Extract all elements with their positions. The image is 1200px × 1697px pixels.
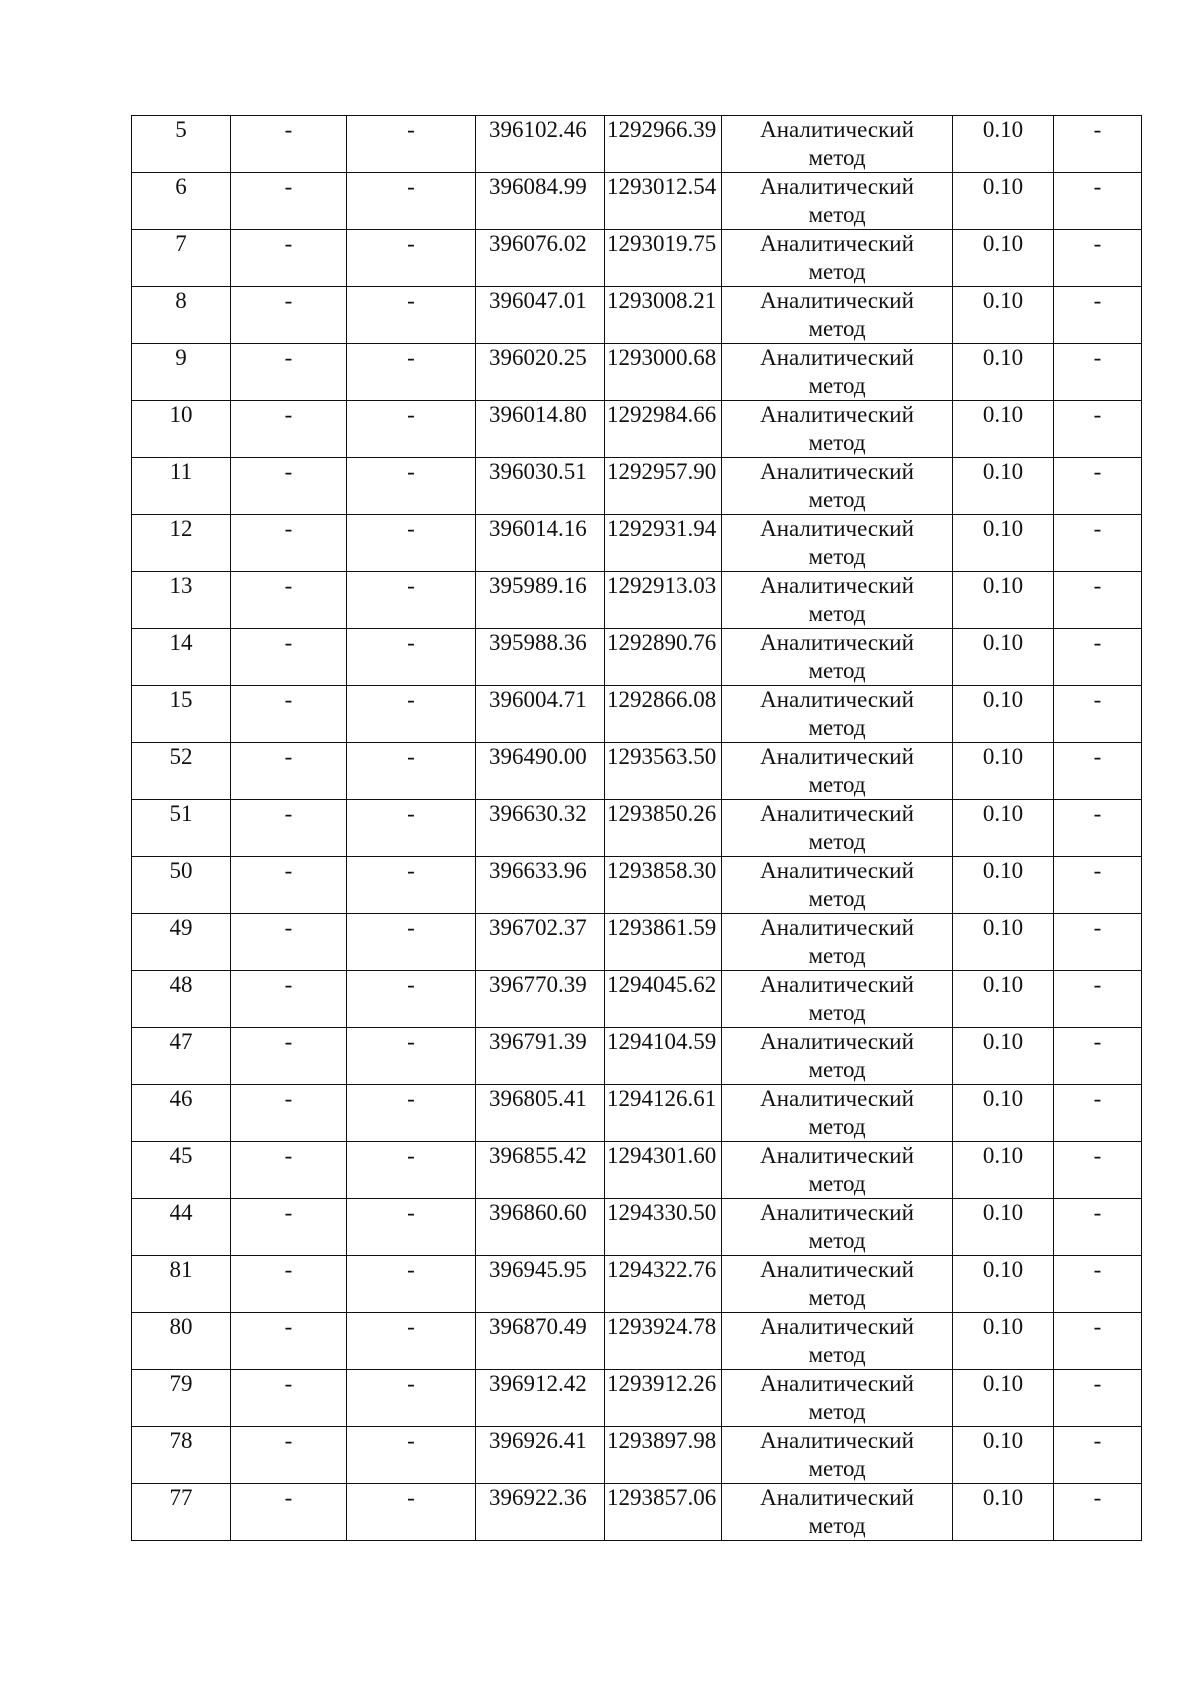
empty-dash-cell: - — [347, 971, 476, 1028]
empty-dash-cell: - — [231, 1199, 347, 1256]
accuracy-cell: 0.10 — [953, 1199, 1054, 1256]
empty-dash-cell: - — [231, 686, 347, 743]
point-number-cell: 81 — [132, 1256, 231, 1313]
method-line-1: Аналитический — [760, 573, 914, 598]
y-coordinate-cell: 1293924.78 — [605, 1313, 722, 1370]
method-line-2: метод — [808, 1456, 866, 1481]
table-row — [132, 173, 1142, 230]
accuracy-cell: 0.10 — [953, 287, 1054, 344]
method-line-1: Аналитический — [760, 1200, 914, 1225]
x-coordinate-cell: 396945.95 — [476, 1256, 605, 1313]
point-number-cell: 13 — [132, 572, 231, 629]
point-number-cell: 9 — [132, 344, 231, 401]
table-body — [132, 116, 1142, 1541]
y-coordinate-cell: 1292890.76 — [605, 629, 722, 686]
method-line-1: Аналитический — [760, 174, 914, 199]
table-row — [132, 971, 1142, 1028]
x-coordinate-cell: 396870.49 — [476, 1313, 605, 1370]
empty-dash-cell: - — [1054, 1370, 1142, 1427]
method-line-2: метод — [808, 886, 866, 911]
y-coordinate-cell: 1293858.30 — [605, 857, 722, 914]
method-line-1: Аналитический — [760, 1143, 914, 1168]
method-line-2: метод — [808, 829, 866, 854]
accuracy-cell: 0.10 — [953, 515, 1054, 572]
x-coordinate-cell: 396014.16 — [476, 515, 605, 572]
table-row — [132, 344, 1142, 401]
x-coordinate-cell: 396014.80 — [476, 401, 605, 458]
method-line-1: Аналитический — [760, 915, 914, 940]
empty-dash-cell: - — [231, 629, 347, 686]
table-row — [132, 1199, 1142, 1256]
empty-dash-cell: - — [347, 1256, 476, 1313]
point-number-cell: 49 — [132, 914, 231, 971]
table-row — [132, 1484, 1142, 1541]
accuracy-cell: 0.10 — [953, 1427, 1054, 1484]
empty-dash-cell: - — [1054, 1199, 1142, 1256]
method-cell — [722, 1313, 953, 1370]
table-row — [132, 458, 1142, 515]
method-line-2: метод — [808, 1228, 866, 1253]
point-number-cell: 47 — [132, 1028, 231, 1085]
empty-dash-cell: - — [231, 1085, 347, 1142]
accuracy-cell: 0.10 — [953, 1256, 1054, 1313]
method-cell — [722, 1370, 953, 1427]
y-coordinate-cell: 1292984.66 — [605, 401, 722, 458]
empty-dash-cell: - — [347, 857, 476, 914]
y-coordinate-cell: 1293008.21 — [605, 287, 722, 344]
empty-dash-cell: - — [347, 800, 476, 857]
y-coordinate-cell: 1293897.98 — [605, 1427, 722, 1484]
y-coordinate-cell: 1292931.94 — [605, 515, 722, 572]
method-line-1: Аналитический — [760, 1029, 914, 1054]
empty-dash-cell: - — [347, 230, 476, 287]
accuracy-cell: 0.10 — [953, 1370, 1054, 1427]
method-line-2: метод — [808, 145, 866, 170]
x-coordinate-cell: 396004.71 — [476, 686, 605, 743]
empty-dash-cell: - — [347, 458, 476, 515]
method-line-1: Аналитический — [760, 1371, 914, 1396]
empty-dash-cell: - — [231, 1370, 347, 1427]
method-line-1: Аналитический — [760, 288, 914, 313]
accuracy-cell: 0.10 — [953, 914, 1054, 971]
point-number-cell: 7 — [132, 230, 231, 287]
method-line-2: метод — [808, 487, 866, 512]
method-cell — [722, 629, 953, 686]
method-line-2: метод — [808, 202, 866, 227]
empty-dash-cell: - — [231, 914, 347, 971]
method-line-2: метод — [808, 772, 866, 797]
empty-dash-cell: - — [231, 230, 347, 287]
empty-dash-cell: - — [1054, 1085, 1142, 1142]
empty-dash-cell: - — [347, 1484, 476, 1541]
method-line-2: метод — [808, 316, 866, 341]
y-coordinate-cell: 1293563.50 — [605, 743, 722, 800]
method-cell — [722, 1028, 953, 1085]
method-cell — [722, 401, 953, 458]
x-coordinate-cell: 396047.01 — [476, 287, 605, 344]
y-coordinate-cell: 1292957.90 — [605, 458, 722, 515]
method-cell — [722, 914, 953, 971]
empty-dash-cell: - — [347, 743, 476, 800]
empty-dash-cell: - — [1054, 857, 1142, 914]
accuracy-cell: 0.10 — [953, 1484, 1054, 1541]
y-coordinate-cell: 1294322.76 — [605, 1256, 722, 1313]
method-line-2: метод — [808, 715, 866, 740]
table-row — [132, 1313, 1142, 1370]
method-cell — [722, 173, 953, 230]
empty-dash-cell: - — [347, 1028, 476, 1085]
method-line-1: Аналитический — [760, 801, 914, 826]
empty-dash-cell: - — [347, 116, 476, 173]
empty-dash-cell: - — [231, 287, 347, 344]
table-row — [132, 230, 1142, 287]
accuracy-cell: 0.10 — [953, 743, 1054, 800]
empty-dash-cell: - — [1054, 1484, 1142, 1541]
point-number-cell: 80 — [132, 1313, 231, 1370]
method-cell — [722, 515, 953, 572]
point-number-cell: 48 — [132, 971, 231, 1028]
table-row — [132, 572, 1142, 629]
method-line-2: метод — [808, 259, 866, 284]
method-cell — [722, 1142, 953, 1199]
method-line-2: метод — [808, 658, 866, 683]
method-cell — [722, 743, 953, 800]
method-line-1: Аналитический — [760, 1086, 914, 1111]
method-line-1: Аналитический — [760, 744, 914, 769]
x-coordinate-cell: 396102.46 — [476, 116, 605, 173]
method-cell — [722, 572, 953, 629]
accuracy-cell: 0.10 — [953, 173, 1054, 230]
empty-dash-cell: - — [231, 1028, 347, 1085]
table-row — [132, 1256, 1142, 1313]
empty-dash-cell: - — [1054, 1313, 1142, 1370]
point-number-cell: 45 — [132, 1142, 231, 1199]
x-coordinate-cell: 396084.99 — [476, 173, 605, 230]
accuracy-cell: 0.10 — [953, 686, 1054, 743]
method-line-2: метод — [808, 544, 866, 569]
y-coordinate-cell: 1293019.75 — [605, 230, 722, 287]
method-line-2: метод — [808, 1513, 866, 1538]
table-row — [132, 857, 1142, 914]
empty-dash-cell: - — [231, 857, 347, 914]
empty-dash-cell: - — [231, 800, 347, 857]
method-line-2: метод — [808, 1285, 866, 1310]
y-coordinate-cell: 1293850.26 — [605, 800, 722, 857]
table-row — [132, 1142, 1142, 1199]
method-line-1: Аналитический — [760, 1428, 914, 1453]
empty-dash-cell: - — [347, 1199, 476, 1256]
point-number-cell: 46 — [132, 1085, 231, 1142]
table-row — [132, 515, 1142, 572]
empty-dash-cell: - — [231, 458, 347, 515]
point-number-cell: 8 — [132, 287, 231, 344]
empty-dash-cell: - — [347, 1427, 476, 1484]
empty-dash-cell: - — [1054, 800, 1142, 857]
method-cell — [722, 116, 953, 173]
table-row — [132, 1028, 1142, 1085]
empty-dash-cell: - — [231, 344, 347, 401]
accuracy-cell: 0.10 — [953, 1028, 1054, 1085]
empty-dash-cell: - — [231, 401, 347, 458]
point-number-cell: 51 — [132, 800, 231, 857]
point-number-cell: 52 — [132, 743, 231, 800]
method-line-1: Аналитический — [760, 1485, 914, 1510]
table-row — [132, 1085, 1142, 1142]
table-row — [132, 686, 1142, 743]
table-row — [132, 914, 1142, 971]
empty-dash-cell: - — [347, 287, 476, 344]
point-number-cell: 15 — [132, 686, 231, 743]
method-line-2: метод — [808, 1342, 866, 1367]
x-coordinate-cell: 396030.51 — [476, 458, 605, 515]
accuracy-cell: 0.10 — [953, 344, 1054, 401]
y-coordinate-cell: 1293857.06 — [605, 1484, 722, 1541]
empty-dash-cell: - — [1054, 458, 1142, 515]
accuracy-cell: 0.10 — [953, 1313, 1054, 1370]
point-number-cell: 79 — [132, 1370, 231, 1427]
empty-dash-cell: - — [1054, 401, 1142, 458]
empty-dash-cell: - — [1054, 743, 1142, 800]
accuracy-cell: 0.10 — [953, 116, 1054, 173]
y-coordinate-cell: 1292966.39 — [605, 116, 722, 173]
method-line-2: метод — [808, 1171, 866, 1196]
y-coordinate-cell: 1293861.59 — [605, 914, 722, 971]
table-row — [132, 629, 1142, 686]
table-row — [132, 743, 1142, 800]
y-coordinate-cell: 1293912.26 — [605, 1370, 722, 1427]
x-coordinate-cell: 396702.37 — [476, 914, 605, 971]
empty-dash-cell: - — [1054, 515, 1142, 572]
method-line-2: метод — [808, 943, 866, 968]
method-cell — [722, 1199, 953, 1256]
empty-dash-cell: - — [1054, 1028, 1142, 1085]
accuracy-cell: 0.10 — [953, 230, 1054, 287]
method-line-2: метод — [808, 601, 866, 626]
method-line-2: метод — [808, 1114, 866, 1139]
method-line-1: Аналитический — [760, 972, 914, 997]
empty-dash-cell: - — [1054, 572, 1142, 629]
y-coordinate-cell: 1293012.54 — [605, 173, 722, 230]
empty-dash-cell: - — [347, 1142, 476, 1199]
empty-dash-cell: - — [347, 515, 476, 572]
empty-dash-cell: - — [347, 1313, 476, 1370]
empty-dash-cell: - — [1054, 914, 1142, 971]
point-number-cell: 11 — [132, 458, 231, 515]
x-coordinate-cell: 396926.41 — [476, 1427, 605, 1484]
method-line-1: Аналитический — [760, 516, 914, 541]
coordinates-table — [131, 115, 1142, 1541]
method-line-2: метод — [808, 430, 866, 455]
point-number-cell: 5 — [132, 116, 231, 173]
method-line-1: Аналитический — [760, 117, 914, 142]
x-coordinate-cell: 396922.36 — [476, 1484, 605, 1541]
point-number-cell: 78 — [132, 1427, 231, 1484]
empty-dash-cell: - — [347, 572, 476, 629]
y-coordinate-cell: 1292866.08 — [605, 686, 722, 743]
empty-dash-cell: - — [1054, 1427, 1142, 1484]
empty-dash-cell: - — [347, 173, 476, 230]
accuracy-cell: 0.10 — [953, 1085, 1054, 1142]
table-row — [132, 800, 1142, 857]
empty-dash-cell: - — [1054, 971, 1142, 1028]
empty-dash-cell: - — [1054, 116, 1142, 173]
method-line-1: Аналитический — [760, 1314, 914, 1339]
method-cell — [722, 1085, 953, 1142]
y-coordinate-cell: 1294301.60 — [605, 1142, 722, 1199]
empty-dash-cell: - — [1054, 344, 1142, 401]
method-line-2: метод — [808, 1399, 866, 1424]
accuracy-cell: 0.10 — [953, 629, 1054, 686]
method-cell — [722, 458, 953, 515]
method-cell — [722, 971, 953, 1028]
point-number-cell: 14 — [132, 629, 231, 686]
point-number-cell: 12 — [132, 515, 231, 572]
x-coordinate-cell: 396633.96 — [476, 857, 605, 914]
accuracy-cell: 0.10 — [953, 857, 1054, 914]
method-line-2: метод — [808, 1000, 866, 1025]
y-coordinate-cell: 1294330.50 — [605, 1199, 722, 1256]
empty-dash-cell: - — [1054, 173, 1142, 230]
empty-dash-cell: - — [347, 629, 476, 686]
x-coordinate-cell: 395988.36 — [476, 629, 605, 686]
empty-dash-cell: - — [231, 515, 347, 572]
empty-dash-cell: - — [231, 173, 347, 230]
empty-dash-cell: - — [231, 1142, 347, 1199]
method-cell — [722, 287, 953, 344]
table-row — [132, 401, 1142, 458]
method-line-2: метод — [808, 1057, 866, 1082]
x-coordinate-cell: 396791.39 — [476, 1028, 605, 1085]
empty-dash-cell: - — [1054, 230, 1142, 287]
method-line-1: Аналитический — [760, 687, 914, 712]
method-line-1: Аналитический — [760, 1257, 914, 1282]
x-coordinate-cell: 395989.16 — [476, 572, 605, 629]
empty-dash-cell: - — [347, 1370, 476, 1427]
accuracy-cell: 0.10 — [953, 401, 1054, 458]
empty-dash-cell: - — [347, 1085, 476, 1142]
accuracy-cell: 0.10 — [953, 458, 1054, 515]
method-cell — [722, 1484, 953, 1541]
table-row — [132, 287, 1142, 344]
empty-dash-cell: - — [231, 1427, 347, 1484]
x-coordinate-cell: 396860.60 — [476, 1199, 605, 1256]
empty-dash-cell: - — [1054, 1256, 1142, 1313]
method-line-1: Аналитический — [760, 630, 914, 655]
empty-dash-cell: - — [1054, 1142, 1142, 1199]
method-line-1: Аналитический — [760, 231, 914, 256]
empty-dash-cell: - — [231, 1256, 347, 1313]
x-coordinate-cell: 396076.02 — [476, 230, 605, 287]
x-coordinate-cell: 396490.00 — [476, 743, 605, 800]
method-line-1: Аналитический — [760, 345, 914, 370]
x-coordinate-cell: 396020.25 — [476, 344, 605, 401]
x-coordinate-cell: 396855.42 — [476, 1142, 605, 1199]
method-line-1: Аналитический — [760, 402, 914, 427]
empty-dash-cell: - — [231, 1484, 347, 1541]
table-row — [132, 1427, 1142, 1484]
method-cell — [722, 1256, 953, 1313]
empty-dash-cell: - — [347, 914, 476, 971]
method-line-2: метод — [808, 373, 866, 398]
x-coordinate-cell: 396630.32 — [476, 800, 605, 857]
empty-dash-cell: - — [231, 116, 347, 173]
method-cell — [722, 1427, 953, 1484]
empty-dash-cell: - — [1054, 686, 1142, 743]
empty-dash-cell: - — [347, 401, 476, 458]
accuracy-cell: 0.10 — [953, 971, 1054, 1028]
point-number-cell: 10 — [132, 401, 231, 458]
accuracy-cell: 0.10 — [953, 572, 1054, 629]
empty-dash-cell: - — [231, 971, 347, 1028]
point-number-cell: 44 — [132, 1199, 231, 1256]
empty-dash-cell: - — [231, 743, 347, 800]
method-cell — [722, 686, 953, 743]
x-coordinate-cell: 396912.42 — [476, 1370, 605, 1427]
point-number-cell: 77 — [132, 1484, 231, 1541]
method-cell — [722, 800, 953, 857]
y-coordinate-cell: 1294045.62 — [605, 971, 722, 1028]
empty-dash-cell: - — [347, 686, 476, 743]
table-row — [132, 116, 1142, 173]
method-line-1: Аналитический — [760, 459, 914, 484]
empty-dash-cell: - — [231, 1313, 347, 1370]
empty-dash-cell: - — [1054, 287, 1142, 344]
accuracy-cell: 0.10 — [953, 1142, 1054, 1199]
method-line-1: Аналитический — [760, 858, 914, 883]
method-cell — [722, 857, 953, 914]
point-number-cell: 6 — [132, 173, 231, 230]
method-cell — [722, 344, 953, 401]
method-cell — [722, 230, 953, 287]
empty-dash-cell: - — [347, 344, 476, 401]
empty-dash-cell: - — [1054, 629, 1142, 686]
table-row — [132, 1370, 1142, 1427]
empty-dash-cell: - — [231, 572, 347, 629]
y-coordinate-cell: 1294126.61 — [605, 1085, 722, 1142]
y-coordinate-cell: 1292913.03 — [605, 572, 722, 629]
y-coordinate-cell: 1293000.68 — [605, 344, 722, 401]
point-number-cell: 50 — [132, 857, 231, 914]
x-coordinate-cell: 396805.41 — [476, 1085, 605, 1142]
y-coordinate-cell: 1294104.59 — [605, 1028, 722, 1085]
accuracy-cell: 0.10 — [953, 800, 1054, 857]
x-coordinate-cell: 396770.39 — [476, 971, 605, 1028]
